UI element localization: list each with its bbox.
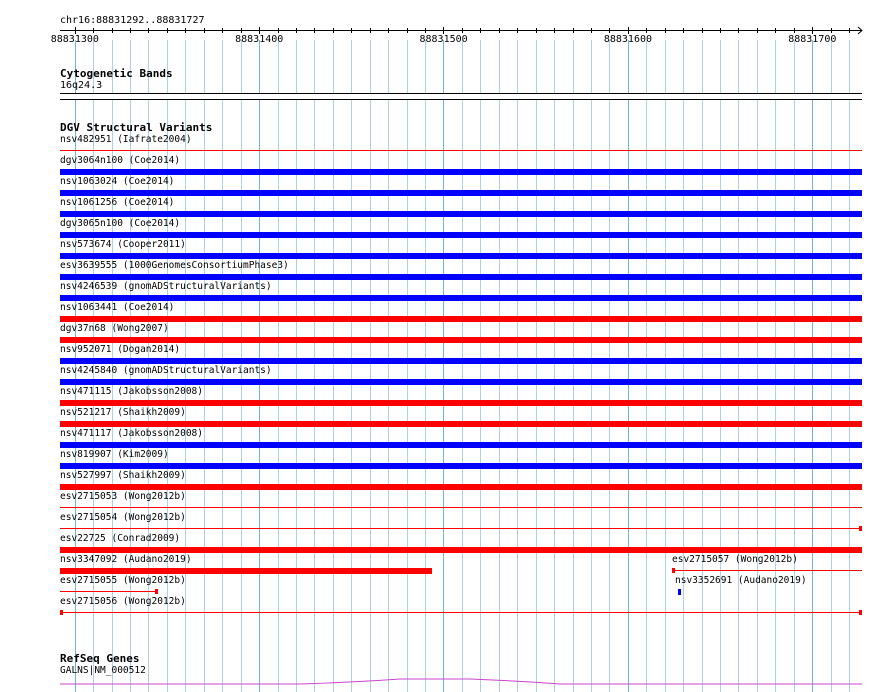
variant-bar[interactable] — [60, 568, 432, 574]
variant-label[interactable]: esv22725 (Conrad2009) — [60, 533, 181, 544]
track-title-cytoband[interactable]: Cytogenetic Bands — [60, 67, 173, 80]
track-title-dgv[interactable]: DGV Structural Variants — [60, 121, 213, 134]
ruler-tick-label: 88831600 — [603, 34, 653, 45]
variant-label[interactable]: nsv4246539 (gnomADStructuralVariants) — [60, 281, 272, 292]
variant-bar[interactable] — [60, 400, 862, 406]
variant-label[interactable]: nsv521217 (Shaikh2009) — [60, 407, 186, 418]
variant-bar[interactable] — [60, 253, 862, 259]
variant-bar[interactable] — [60, 211, 862, 217]
variant-bar[interactable] — [60, 442, 862, 448]
variant-label[interactable]: nsv471115 (Jakobsson2008) — [60, 386, 203, 397]
variant-label[interactable]: nsv1063441 (Coe2014) — [60, 302, 175, 313]
variant-bar[interactable] — [60, 421, 862, 427]
cytoband-bar[interactable] — [60, 93, 862, 100]
variant-label[interactable]: esv2715053 (Wong2012b) — [60, 491, 186, 502]
variant-label[interactable]: esv2715057 (Wong2012b) — [672, 554, 798, 565]
variant-endcap — [155, 589, 158, 594]
variant-label[interactable]: nsv471117 (Jakobsson2008) — [60, 428, 203, 439]
variant-line[interactable] — [60, 528, 862, 529]
variant-bar[interactable] — [60, 358, 862, 364]
variant-line[interactable] — [60, 150, 862, 151]
variant-label[interactable]: nsv527997 (Shaikh2009) — [60, 470, 186, 481]
ruler-tick-label: 88831300 — [50, 34, 99, 45]
variant-bar[interactable] — [60, 484, 862, 490]
variant-line[interactable] — [60, 507, 862, 508]
variant-endcap — [859, 526, 862, 531]
variant-bar[interactable] — [60, 463, 862, 469]
variant-line[interactable] — [60, 612, 862, 613]
variant-label[interactable]: esv2715056 (Wong2012b) — [60, 596, 186, 607]
variant-bar[interactable] — [678, 589, 681, 595]
variant-label[interactable]: nsv573674 (Cooper2011) — [60, 239, 186, 250]
variant-bar[interactable] — [60, 274, 862, 280]
gene-feature[interactable] — [0, 676, 890, 688]
location-label: chr16:88831292..88831727 — [60, 15, 205, 26]
cytoband-label: 16q24.3 — [60, 80, 103, 91]
variant-label[interactable]: dgv37n68 (Wong2007) — [60, 323, 169, 334]
variant-label[interactable]: esv3639555 (1000GenomesConsortiumPhase3) — [60, 260, 289, 271]
variant-label[interactable]: dgv3064n100 (Coe2014) — [60, 155, 181, 166]
variant-label[interactable]: nsv3347092 (Audano2019) — [60, 554, 192, 565]
variant-label[interactable]: dgv3065n100 (Coe2014) — [60, 218, 181, 229]
variant-endcap — [859, 610, 862, 615]
variant-bar[interactable] — [60, 379, 862, 385]
variant-line[interactable] — [672, 570, 862, 571]
variant-endcap — [60, 610, 63, 615]
variant-label[interactable]: nsv1063024 (Coe2014) — [60, 176, 175, 187]
track-title-refseq[interactable]: RefSeq Genes — [60, 652, 140, 665]
ruler-tick-label: 88831500 — [419, 34, 468, 45]
variant-label[interactable]: nsv4245840 (gnomADStructuralVariants) — [60, 365, 272, 376]
variant-bar[interactable] — [60, 295, 862, 301]
variant-bar[interactable] — [60, 232, 862, 238]
variant-label[interactable]: esv2715055 (Wong2012b) — [60, 575, 186, 586]
variant-endcap — [672, 568, 675, 573]
variant-bar[interactable] — [60, 316, 862, 322]
variant-label[interactable]: nsv952071 (Dogan2014) — [60, 344, 181, 355]
variant-label[interactable]: nsv1061256 (Coe2014) — [60, 197, 175, 208]
variant-bar[interactable] — [60, 169, 862, 175]
variant-label[interactable]: esv2715054 (Wong2012b) — [60, 512, 186, 523]
gene-label[interactable]: GALNS|NM_000512 — [60, 665, 146, 676]
variant-line[interactable] — [60, 591, 158, 592]
variant-label[interactable]: nsv819907 (Kim2009) — [60, 449, 169, 460]
ruler-tick-label: 88831400 — [235, 34, 284, 45]
variant-bar[interactable] — [60, 337, 862, 343]
ruler-tick-label: 88831700 — [788, 34, 837, 45]
variant-label[interactable]: nsv482951 (Iafrate2004) — [60, 134, 192, 145]
variant-bar[interactable] — [60, 547, 862, 553]
variant-label[interactable]: nsv3352691 (Audano2019) — [675, 575, 807, 586]
variant-bar[interactable] — [60, 190, 862, 196]
